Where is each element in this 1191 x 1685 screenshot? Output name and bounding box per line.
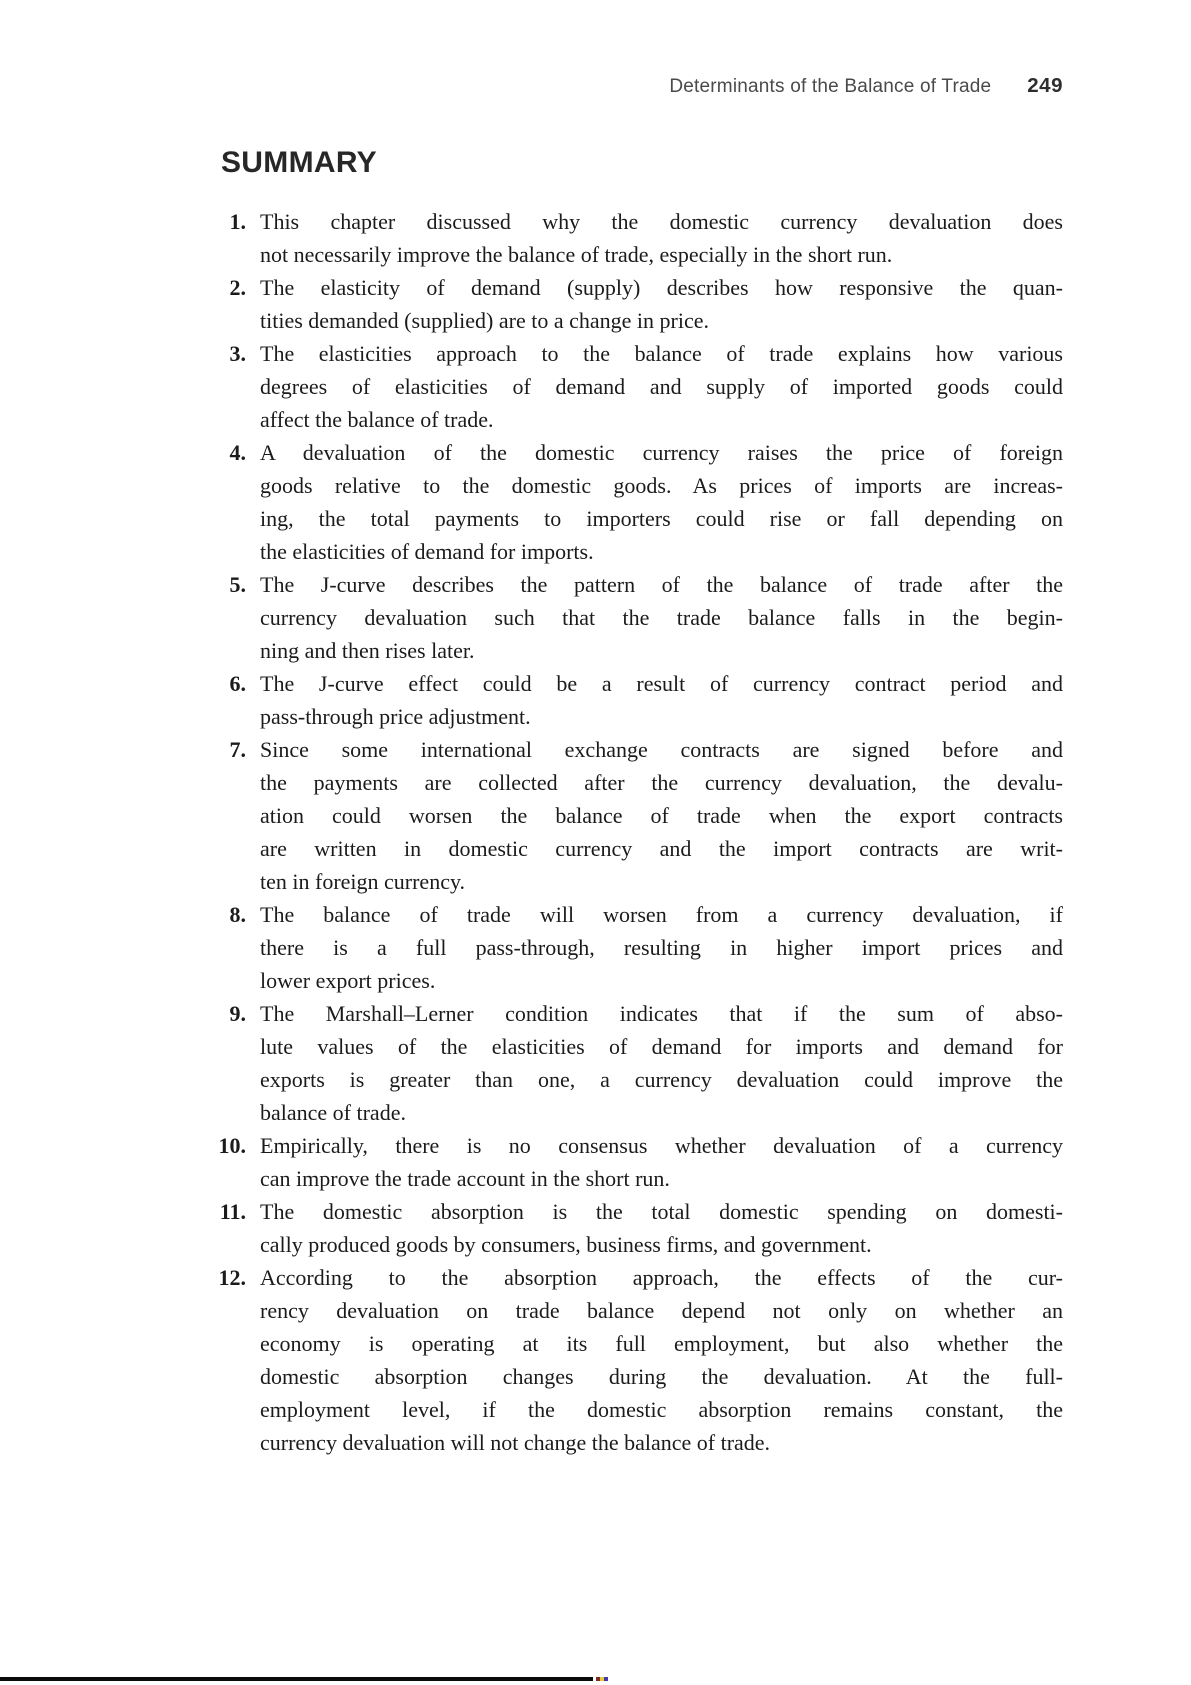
registration-dot-blue	[604, 1677, 608, 1681]
item-number: 7.	[229, 737, 246, 762]
item-line: employment level, if the domestic absorption remains constant, the	[260, 1397, 1063, 1422]
item-line: ation could worsen the balance of trade when the export contracts	[260, 803, 1063, 828]
item-line: The elasticity of demand (supply) describes how responsive the quan-	[260, 275, 1063, 300]
item-line: Empirically, there is no consensus whether devaluation of a currency	[260, 1133, 1063, 1158]
item-lines	[260, 436, 1063, 568]
item-line: The balance of trade will worsen from a currency devaluation, if	[260, 902, 1063, 927]
item-lines	[260, 733, 1063, 898]
item-line: The J-curve effect could be a result of currency contract period and	[260, 671, 1063, 696]
item-line: This chapter discussed why the domestic currency devaluation does	[260, 209, 1063, 234]
bottom-scan-rule	[0, 1677, 593, 1681]
item-number: 9.	[229, 1001, 246, 1026]
summary-item	[217, 1195, 1063, 1261]
item-line: According to the absorption approach, the effects of the cur-	[260, 1265, 1063, 1290]
item-line: not necessarily improve the balance of trade, especially in the short run.	[260, 242, 893, 267]
item-lines	[260, 997, 1063, 1129]
item-line: degrees of elasticities of demand and supply of imported goods could	[260, 374, 1063, 399]
item-line: are written in domestic currency and the import contracts are writ-	[260, 836, 1063, 861]
item-number: 10.	[218, 1133, 246, 1158]
item-line: economy is operating at its full employment, but also whether the	[260, 1331, 1063, 1356]
print-registration-mark	[596, 1677, 608, 1681]
summary-item	[217, 568, 1063, 667]
item-number: 11.	[219, 1199, 246, 1224]
item-line: the payments are collected after the currency devaluation, the devalu-	[260, 770, 1063, 795]
item-line: The Marshall–Lerner condition indicates that if the sum of abso-	[260, 1001, 1063, 1026]
summary-item	[217, 898, 1063, 997]
item-line: lower export prices.	[260, 968, 436, 993]
summary-item	[217, 733, 1063, 898]
item-lines	[260, 337, 1063, 436]
summary-list	[217, 205, 1063, 1459]
item-line: cally produced goods by consumers, business firms, and government.	[260, 1232, 872, 1257]
summary-item	[217, 1129, 1063, 1195]
item-line: rency devaluation on trade balance depend not only on whether an	[260, 1298, 1063, 1323]
summary-item	[217, 205, 1063, 271]
item-lines	[260, 271, 1063, 337]
summary-item	[217, 667, 1063, 733]
item-line: exports is greater than one, a currency devaluation could improve the	[260, 1067, 1063, 1092]
item-line: there is a full pass-through, resulting in higher import prices and	[260, 935, 1063, 960]
item-line: domestic absorption changes during the devaluation. At the full-	[260, 1364, 1063, 1389]
item-line: The domestic absorption is the total domestic spending on domesti-	[260, 1199, 1063, 1224]
item-number: 12.	[218, 1265, 246, 1290]
summary-item	[217, 337, 1063, 436]
item-line: pass-through price adjustment.	[260, 704, 531, 729]
item-line: goods relative to the domestic goods. As prices of imports are increas-	[260, 473, 1063, 498]
item-line: currency devaluation will not change the balance of trade.	[260, 1430, 771, 1455]
summary-heading: SUMMARY	[221, 146, 377, 179]
summary-item	[217, 436, 1063, 568]
item-line: can improve the trade account in the short run.	[260, 1166, 670, 1191]
item-line: currency devaluation such that the trade balance falls in the begin-	[260, 605, 1063, 630]
item-lines	[260, 1195, 1063, 1261]
item-number: 5.	[229, 572, 246, 597]
item-line: the elasticities of demand for imports.	[260, 539, 594, 564]
running-head-title: Determinants of the Balance of Trade	[669, 76, 992, 97]
item-lines	[260, 205, 1063, 271]
item-number: 4.	[229, 440, 246, 465]
item-lines	[260, 1261, 1063, 1459]
item-number: 3.	[229, 341, 246, 366]
item-line: ning and then rises later.	[260, 638, 475, 663]
item-number: 8.	[229, 902, 246, 927]
item-lines	[260, 898, 1063, 997]
item-lines	[260, 1129, 1063, 1195]
item-line: lute values of the elasticities of demand for imports and demand for	[260, 1034, 1063, 1059]
summary-item	[217, 1261, 1063, 1459]
item-line: tities demanded (supplied) are to a change in price.	[260, 308, 709, 333]
summary-item	[217, 271, 1063, 337]
item-line: ing, the total payments to importers could rise or fall depending on	[260, 506, 1063, 531]
item-line: The J-curve describes the pattern of the balance of trade after the	[260, 572, 1063, 597]
item-number: 2.	[229, 275, 246, 300]
item-number: 1.	[229, 209, 246, 234]
item-line: ten in foreign currency.	[260, 869, 466, 894]
item-lines	[260, 568, 1063, 667]
item-lines	[260, 667, 1063, 733]
item-number: 6.	[229, 671, 246, 696]
page-number: 249	[1027, 74, 1063, 97]
item-line: A devaluation of the domestic currency raises the price of foreign	[260, 440, 1063, 465]
item-line: The elasticities approach to the balance of trade explains how various	[260, 341, 1063, 366]
running-head	[0, 74, 1063, 99]
item-line: Since some international exchange contracts are signed before and	[260, 737, 1063, 762]
summary-item	[217, 997, 1063, 1129]
item-line: affect the balance of trade.	[260, 407, 494, 432]
item-line: balance of trade.	[260, 1100, 406, 1125]
